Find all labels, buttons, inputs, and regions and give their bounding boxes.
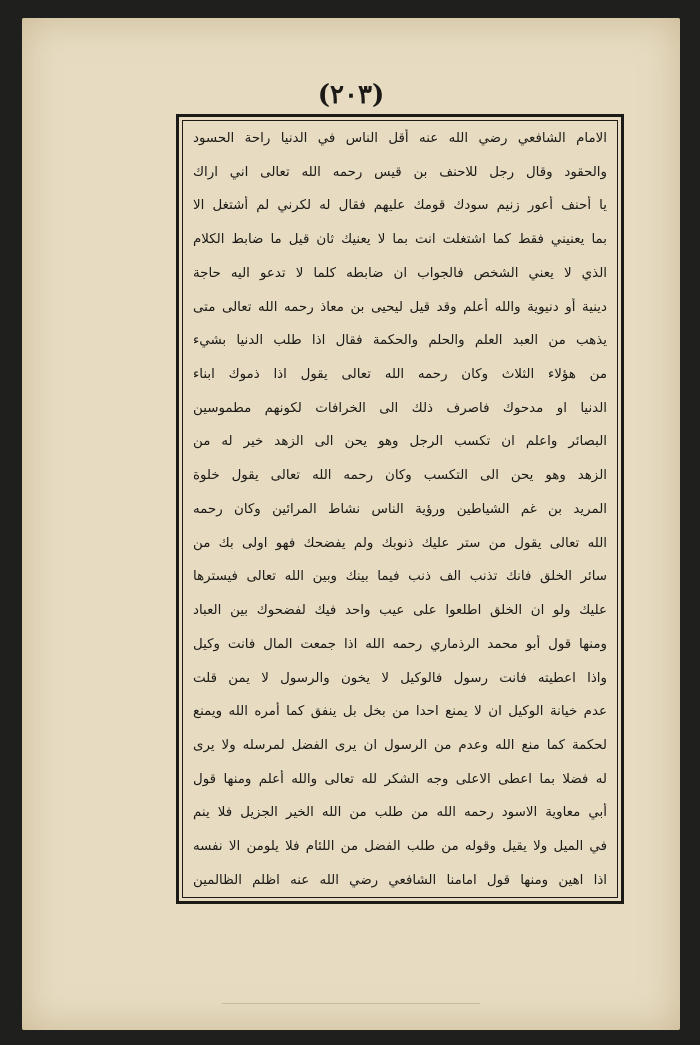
text-line: الدنيا او مدحوك فاصرف ذلك الى الخرافات لكونهم مطموسين [193, 400, 607, 416]
text-line: لحكمة كما منع الله وعدم من الرسول ان يرى الفضل لمرسله ولا يرى [193, 737, 607, 753]
text-line: في الميل ولا يقيل وقوله من طلب الفضل من اللئام فلا يلومن الا نفسه [193, 839, 607, 855]
text-line: عدم خيانة الوكيل ان لا يمنع احدا من بخل بل ينفق كما أمره الله ويمنع [193, 704, 607, 720]
text-line: الذي لا يعني الشخص فالجواب ان ضابطه كلما لا تدعو اليه حاجة [193, 265, 607, 281]
text-line: الله تعالى يقول من ستر عليك ذنوبك ولم يفضحك فهو اولى بك من [193, 535, 607, 551]
text-line: يذهب من العبد العلم والحلم والحكمة فقال اذا طلب الدنيا بشيء [193, 333, 607, 349]
text-line: الزهد وهو يحن الى التكسب وكان رحمه الله تعالى يقول خلوة [193, 468, 607, 484]
text-line: دينية أو دنيوية والله أعلم وقد قيل ليحيى بن معاذ رحمه الله تعالى متى [193, 299, 607, 315]
text-line: اذا اهين ومنها قول امامنا الشافعي رضي الله عنه اظلم الظالمين [193, 872, 607, 888]
text-line: سائر الخلق فانك تذنب الف ذنب فيما بينك وبين الله تعالى فيسترها [193, 569, 607, 585]
text-line: والحقود وقال رجل للاحنف بن قيس رحمه الله تعالى اني اراك [193, 164, 607, 180]
text-body [182, 120, 618, 898]
text-line: واذا اعطيته فانت رسول فالوكيل لا يخون والرسول لا يمن قلت [193, 670, 607, 686]
text-line: عليك ولو ان الخلق اطلعوا على عيب واحد فيك لفضحوك بين العباد [193, 603, 607, 619]
page-bottom-crease [222, 1003, 480, 1004]
text-line: المريد بن غم الشياطين ورؤية الناس نشاط المرائين وكان رحمه [193, 501, 607, 517]
book-page [22, 18, 680, 1030]
text-line: أبي معاوية الاسود رحمه الله من طلب من الله الخير الجزيل فلا ينم [193, 805, 607, 821]
text-line: البصائر واعلم ان تكسب الرجل وهو يحن الى الزهد خير له من [193, 434, 607, 450]
text-line: ومنها قول أبو محمد الرذماري رحمه الله اذا جمعت المال فانت وكيل [193, 636, 607, 652]
text-frame [176, 114, 624, 904]
text-line: من هؤلاء الثلاث وكان رحمه الله تعالى يقول اذا ذموك ابناء [193, 367, 607, 383]
text-line: له فضلا بما اعطى الاعلى وجه الشكر لله تعالى والله أعلم ومنها قول [193, 771, 607, 787]
text-line: الامام الشافعي رضي الله عنه أقل الناس في الدنيا راحة الحسود [193, 131, 607, 146]
text-line: يا أحنف أعور زنيم سودك قومك عليهم فقال له لكرني لم أشتغل الا [193, 198, 607, 214]
text-line: بما يعنيني فقط كما اشتغلت انت بما لا يعنيك ثان قيل ما ضابط الكلام [193, 232, 607, 248]
page-number: (٢٠٣) [317, 80, 385, 110]
